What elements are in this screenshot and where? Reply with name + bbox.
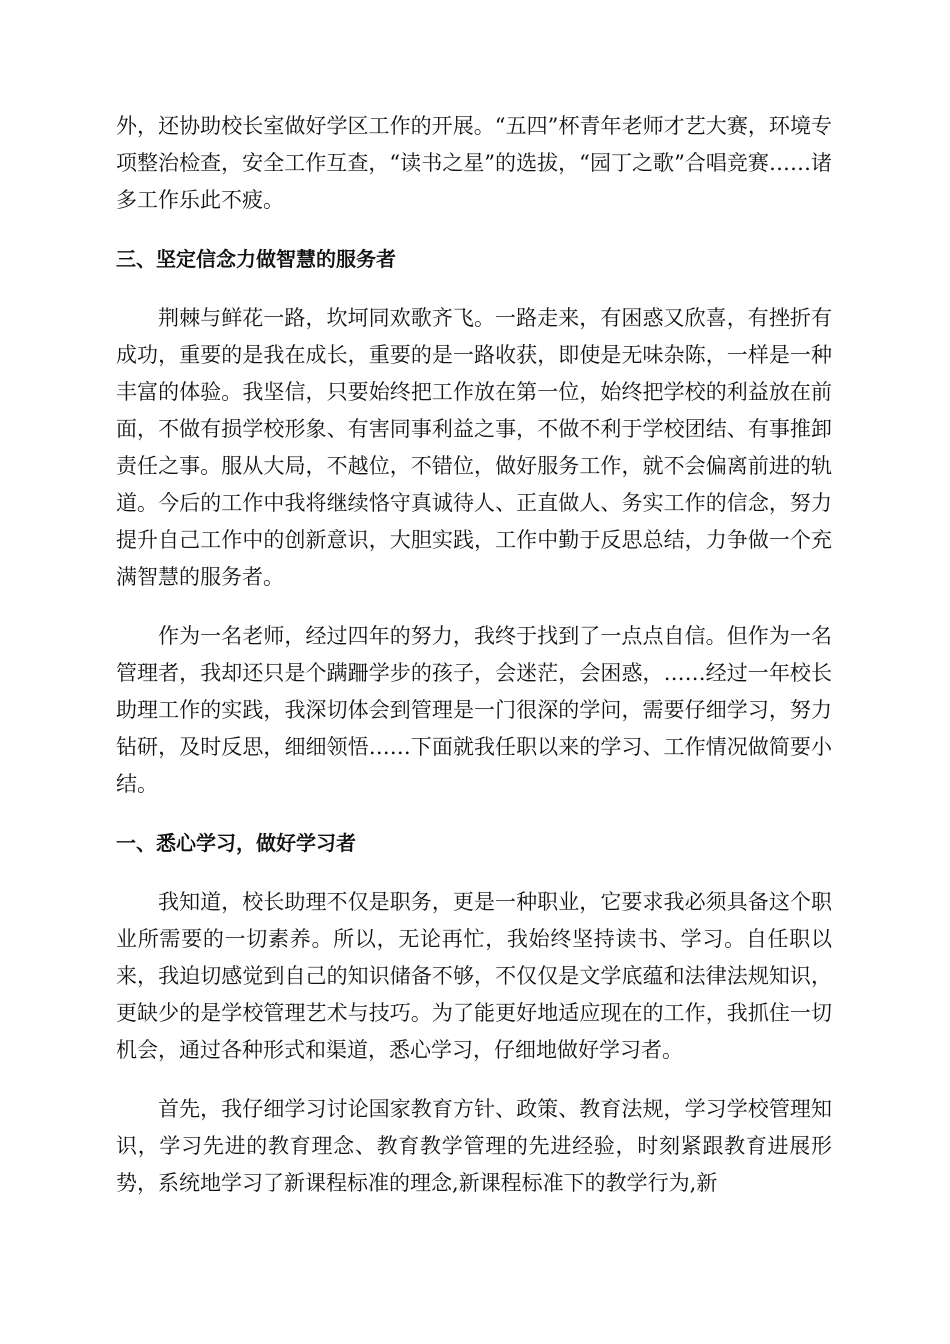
paragraph: 荆棘与鲜花一路，坎坷同欢歌齐飞。一路走来，有困惑又欣喜，有挫折有成功，重要的是我在成长，重要的是一路收获，即使是无味杂陈，一样是一种丰富的体验。我坚信，只要始终把工作放在第一位，始终把学校的利益放在前面，不做有损学校形象、有害同事利益之事，不做不利于学校团结、有事推卸责任之事。服从大局，不越位，不错位，做好服务工作，就不会偏离前进的轨道。今后的工作中我将继续恪守真诚待人、正直做人、务实工作的信念，努力提升自己工作中的创新意识，大胆实践，工作中勤于反思总结，力争做一个充满智慧的服务者。 <box>116 306 832 589</box>
section-heading-1: 一、悉心学习，做好学习者 <box>116 831 356 855</box>
section-heading-3: 三、坚定信念力做智慧的服务者 <box>116 247 396 271</box>
paragraph: 我知道，校长助理不仅是职务，更是一种职业，它要求我必须具备这个职业所需要的一切素养。所以，无论再忙，我始终坚持读书、学习。自任职以来，我迫切感觉到自己的知识储备不够，不仅仅是文学底蕴和法律法规知识，更缺少的是学校管理艺术与技巧。为了能更好地适应现在的工作，我抓住一切机会，通过各种形式和渠道，悉心学习，仔细地做好学习者。 <box>116 890 832 1062</box>
paragraph: 作为一名老师，经过四年的努力，我终于找到了一点点自信。但作为一名管理者，我却还只是个蹒跚学步的孩子，会迷茫，会困惑，……经过一年校长助理工作的实践，我深切体会到管理是一门很深的学问，需要仔细学习，努力钻研，及时反思，细细领悟……下面就我任职以来的学习、工作情况做简要小结。 <box>116 624 832 796</box>
paragraph: 首先，我仔细学习讨论国家教育方针、政策、教育法规，学习学校管理知识，学习先进的教育理念、教育教学管理的先进经验，时刻紧跟教育进展形势，系统地学习了新课程标准的理念,新课程标准下的教学行为,新 <box>116 1097 832 1195</box>
paragraph-continued: 外，还协助校长室做好学区工作的开展。“五四”杯青年老师才艺大赛，环境专项整治检查，安全工作互查，“读书之星”的选拔，“园丁之歌”合唱竞赛……诸多工作乐此不疲。 <box>116 114 832 212</box>
document-page <box>116 108 832 1224</box>
